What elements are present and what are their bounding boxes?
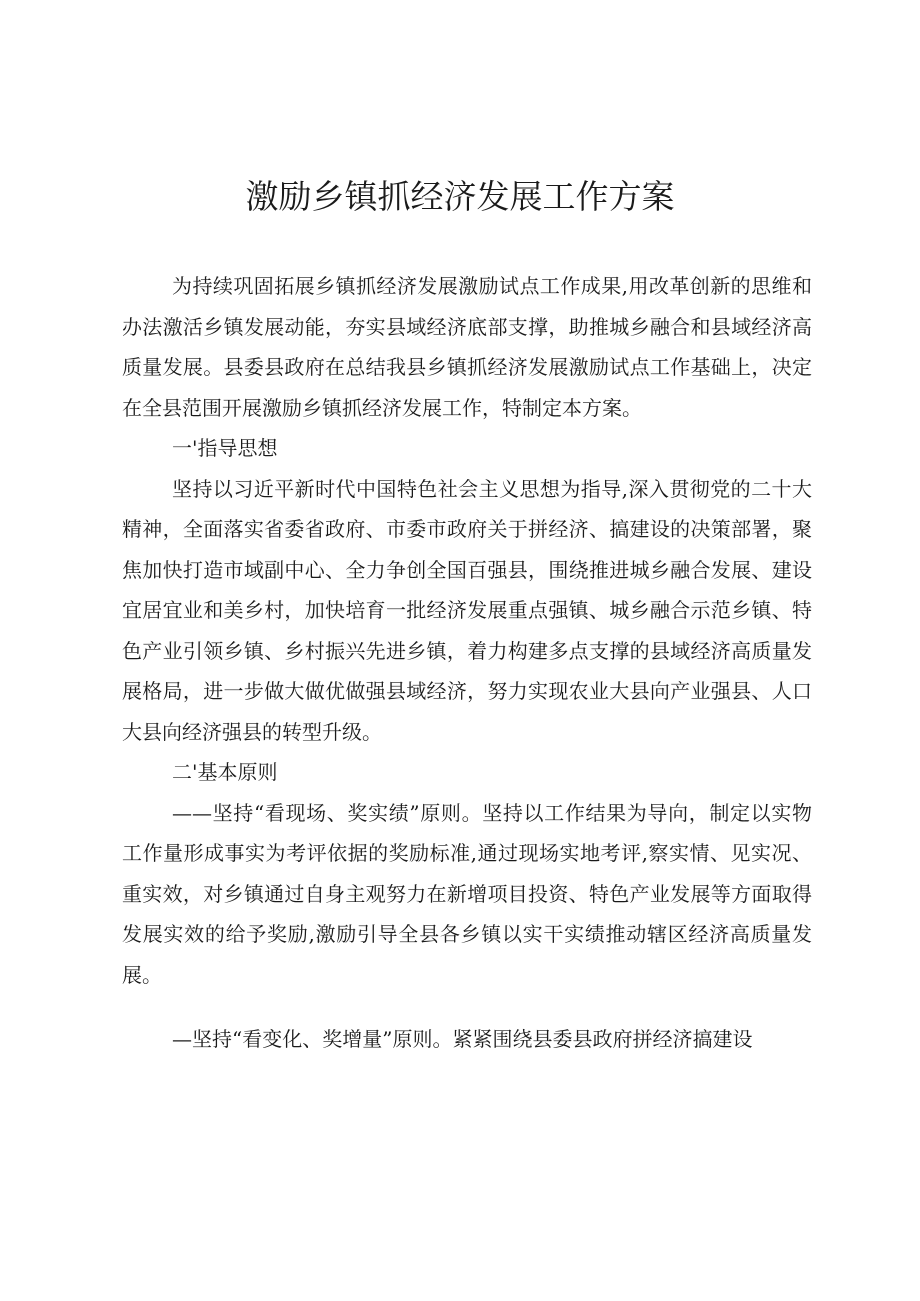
document-title: 激励乡镇抓经济发展工作方案 — [245, 177, 675, 216]
paragraph-gap — [122, 995, 812, 1019]
section-heading-guiding-ideology: 一'指导思想 — [172, 436, 278, 460]
principle-paragraph-1: ——坚持“看现场、奖实绩”原则。坚持以工作结果为导向，制定以实物工作量形成事实为考评依据的奖励标准,通过现场实地考评,察实情、见实况、重实效，对乡镇通过自身主观努力在新增项目投资、特色产业发展等方面取得发展实效的给予奖励,激励引导全县各乡镇以实干实绩推动辖区经济高质量发展。 — [122, 800, 812, 987]
intro-paragraph: 为持续巩固拓展乡镇抓经济发展激励试点工作成果,用改革创新的思维和办法激活乡镇发展动能，夯实县域经济底部支撑，助推城乡融合和县域经济高质量发展。县委县政府在总结我县乡镇抓经济发展激励试点工作基础上，决定在全县范围开展激励乡镇抓经济发展工作，特制定本方案。 — [122, 274, 812, 420]
document-body — [122, 266, 812, 1060]
guiding-ideology-paragraph: 坚持以习近平新时代中国特色社会主义思想为指导,深入贯彻党的二十大精神，全面落实省委省政府、市委市政府关于拼经济、搞建设的决策部署，聚焦加快打造市域副中心、全力争创全国百强县，围绕推进城乡融合发展、建设宜居宜业和美乡村，加快培育一批经济发展重点强镇、城乡融合示范乡镇、特色产业引领乡镇、乡村振兴先进乡镇，着力构建多点支撑的县域经济高质量发展格局，进一步做大做优做强县域经济，努力实现农业大县向产业强县、人口大县向经济强县的转型升级。 — [122, 476, 812, 744]
principle-paragraph-2: —坚持“看变化、奖增量”原则。紧紧围绕县委县政府拼经济搞建设 — [172, 1027, 753, 1051]
section-heading-basic-principles: 二'基本原则 — [172, 760, 278, 784]
